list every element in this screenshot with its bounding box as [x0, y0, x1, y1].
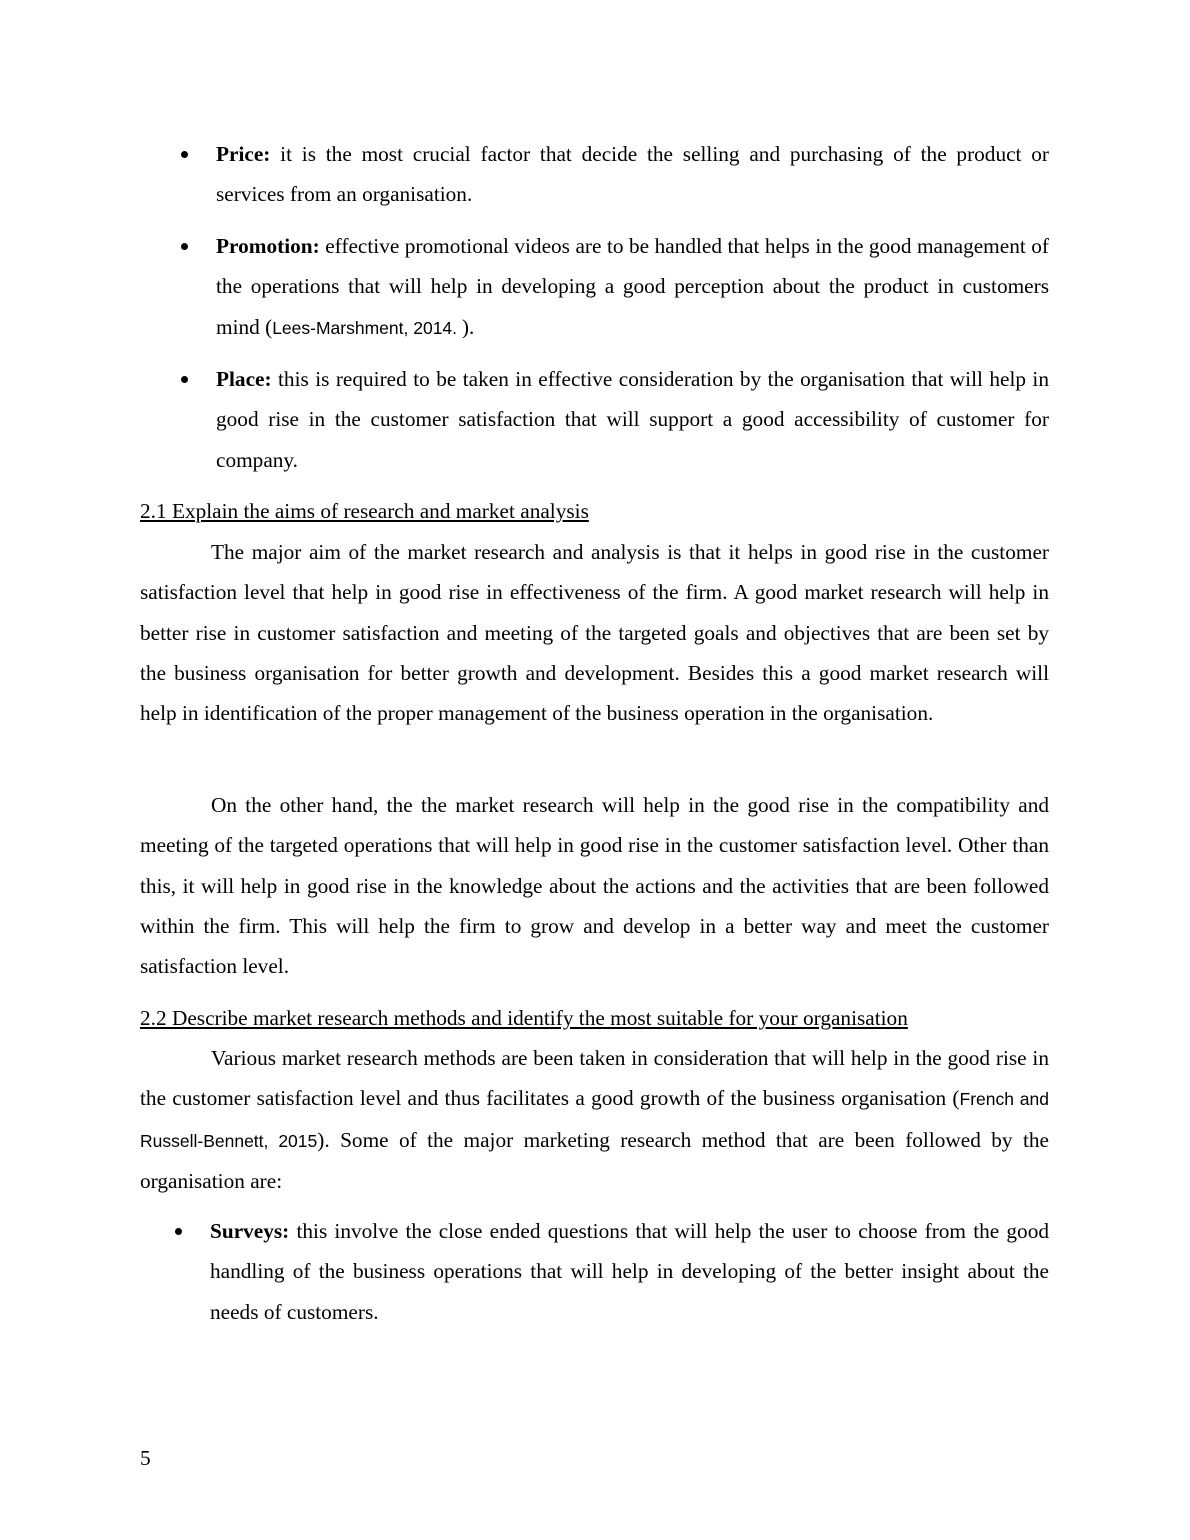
bullet-price-text: [216, 134, 1049, 215]
bullet-term: Place:: [216, 367, 272, 391]
paragraph-text-after: ). Some of the major marketing research method that are been followed by the organisation are:: [140, 1127, 1049, 1193]
citation: Lees-Marshment, 2014.: [272, 317, 462, 338]
bullet-place: [216, 359, 1049, 480]
bullet-body: it is the most crucial factor that decide the selling and purchasing of the product or services from an organisation.: [216, 142, 1049, 207]
bullet-place-text: [216, 359, 1049, 480]
citation-close: ).: [461, 314, 475, 339]
bullet-dot-icon: [181, 151, 188, 158]
bullet-promotion: [216, 226, 1049, 348]
citation: French and Russell-Bennett, 2015: [140, 1089, 1049, 1151]
section-2-2-heading: 2.2 Describe market research methods and identify the most suitable for your organisation: [140, 1006, 908, 1030]
section-2-1-paragraph-1: The major aim of the market research and analysis is that it helps in good rise in the customer satisfaction level that help in good rise in effectiveness of the firm. A good market research will help in better rise in customer satisfaction and meeting of the targeted goals and objectives that are been set by the business organisation for better growth and development. Besides this a good market research will help in identification of the proper management of the business operation in the organisation.: [140, 540, 1049, 726]
bullet-body: effective promotional videos are to be handled that helps in the good management of the operations that will help in developing a good perception about the product in customers mind (: [216, 234, 1049, 339]
paragraph-text: Various market research methods are been taken in consideration that will help in the good rise in the customer satisfaction level and thus facilitates a good growth of the business organisation (: [140, 1046, 1049, 1111]
bullet-term: Promotion:: [216, 234, 320, 258]
bullet-price: [216, 134, 1049, 215]
section-2-2-paragraph: [140, 1038, 1049, 1201]
section-2-1-paragraph-2: On the other hand, the the market research will help in the good rise in the compatibility and meeting of the targeted operations that will help in good rise in the customer satisfaction level. Other than this, it will help in good rise in the knowledge about the actions and the activities that are been followed within the firm. This will help the firm to grow and develop in a better way and meet the customer satisfaction level.: [140, 793, 1049, 979]
bullet-surveys-text: [210, 1211, 1049, 1332]
page-number: 5: [140, 1446, 151, 1470]
bullet-dot-icon: [175, 1228, 182, 1235]
bullet-term: Surveys:: [210, 1219, 290, 1243]
bullet-body: this is required to be taken in effective consideration by the organisation that will help in good rise in the customer satisfaction that will support a good accessibility of customer for company.: [216, 367, 1049, 472]
bullet-body: this involve the close ended questions that will help the user to choose from the good handling of the business operations that will help in developing of the better insight about the needs of customers.: [210, 1219, 1049, 1324]
bullet-surveys: [210, 1211, 1049, 1332]
bullet-promotion-text: [216, 226, 1049, 348]
bullet-term: Price:: [216, 142, 271, 166]
bullet-dot-icon: [181, 376, 188, 383]
section-2-1-heading: 2.1 Explain the aims of research and market analysis: [140, 499, 589, 523]
bullet-dot-icon: [181, 243, 188, 250]
